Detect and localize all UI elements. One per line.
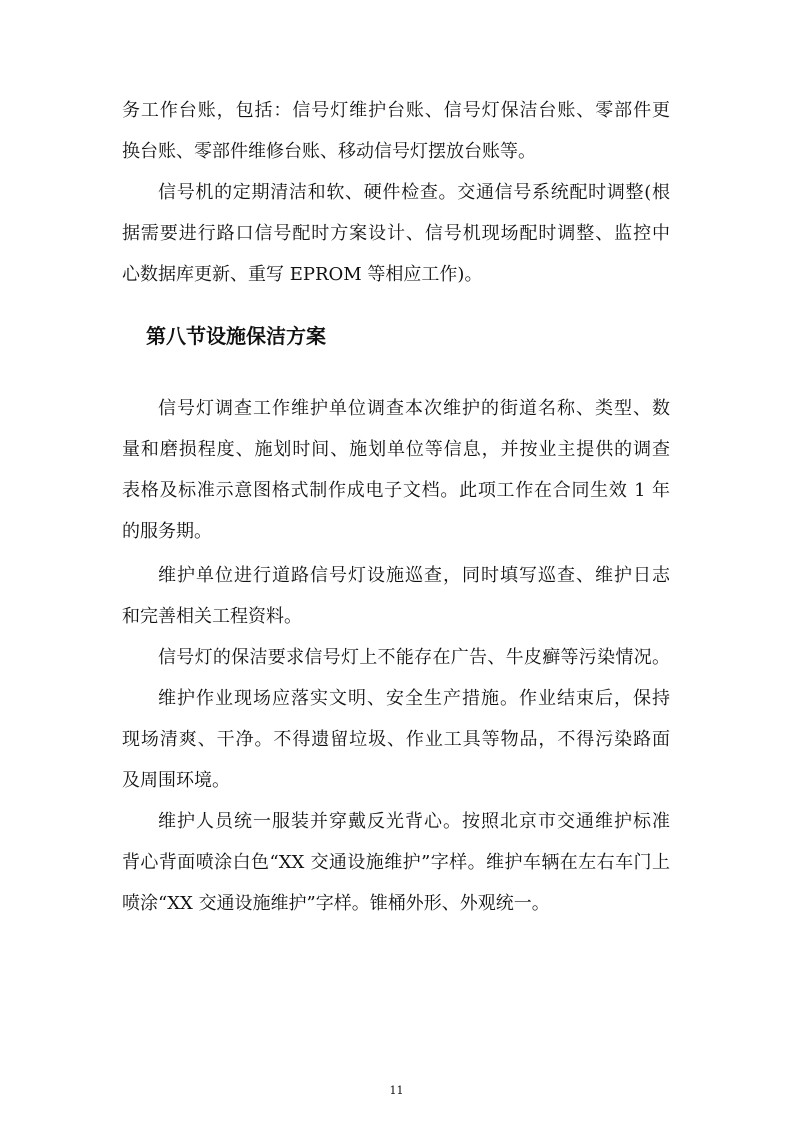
survey-paragraph (122, 388, 670, 552)
paragraph-line: 现场清爽、干净。不得遗留垃圾、作业工具等物品，不得污染路面 (122, 729, 670, 750)
section-heading: 第八节设施保洁方案 (146, 324, 326, 348)
paragraph-line: 量和磨损程度、施划时间、施划单位等信息，并按业主提供的调查 (122, 439, 670, 460)
paragraph-line: 表格及标准示意图格式制作成电子文档。此项工作在合同生效 1 年 (122, 480, 670, 501)
uniform-paragraph (122, 801, 670, 924)
paragraph-line: 信号灯调查工作维护单位调查本次维护的街道名称、类型、数 (158, 398, 670, 419)
paragraph-line: 及周围环境。 (122, 770, 230, 791)
paragraph-line: 心数据库更新、重写 EPROM 等相应工作)。 (122, 264, 483, 285)
page-number: 11 (389, 1084, 404, 1097)
paragraph-line: 换台账、零部件维修台账、移动信号灯摆放台账等。 (122, 141, 536, 162)
paragraph-line: 务工作台账，包括：信号灯维护台账、信号灯保洁台账、零部件更 (122, 100, 670, 121)
paragraph-line: 据需要进行路口信号配时方案设计、信号机现场配时调整、监控中 (122, 223, 670, 244)
paragraph-line: 维护作业现场应落实文明、安全生产措施。作业结束后，保持 (158, 688, 670, 709)
paragraph-line: 维护单位进行道路信号灯设施巡查，同时填写巡查、维护日志 (158, 565, 670, 586)
intro-paragraph (122, 90, 670, 172)
paragraph-line: 信号灯的保洁要求信号灯上不能存在广告、牛皮癣等污染情况。 (158, 647, 670, 668)
paragraph-line: 喷涂“XX 交通设施维护”字样。锥桶外形、外观统一。 (122, 893, 550, 914)
paragraph-line: 维护人员统一服装并穿戴反光背心。按照北京市交通维护标准 (158, 811, 670, 832)
paragraph-line: 信号机的定期清洁和软、硬件检查。交通信号系统配时调整(根 (158, 182, 670, 203)
paragraph-line: 背心背面喷涂白色“XX 交通设施维护”字样。维护车辆在左右车门上 (122, 852, 670, 873)
site-safety-paragraph (122, 678, 670, 801)
cleaning-requirement-paragraph (122, 637, 670, 678)
inspection-paragraph (122, 555, 670, 637)
paragraph-line: 的服务期。 (122, 521, 212, 542)
paragraph-line: 和完善相关工程资料。 (122, 606, 302, 627)
signal-controller-paragraph (122, 172, 670, 295)
